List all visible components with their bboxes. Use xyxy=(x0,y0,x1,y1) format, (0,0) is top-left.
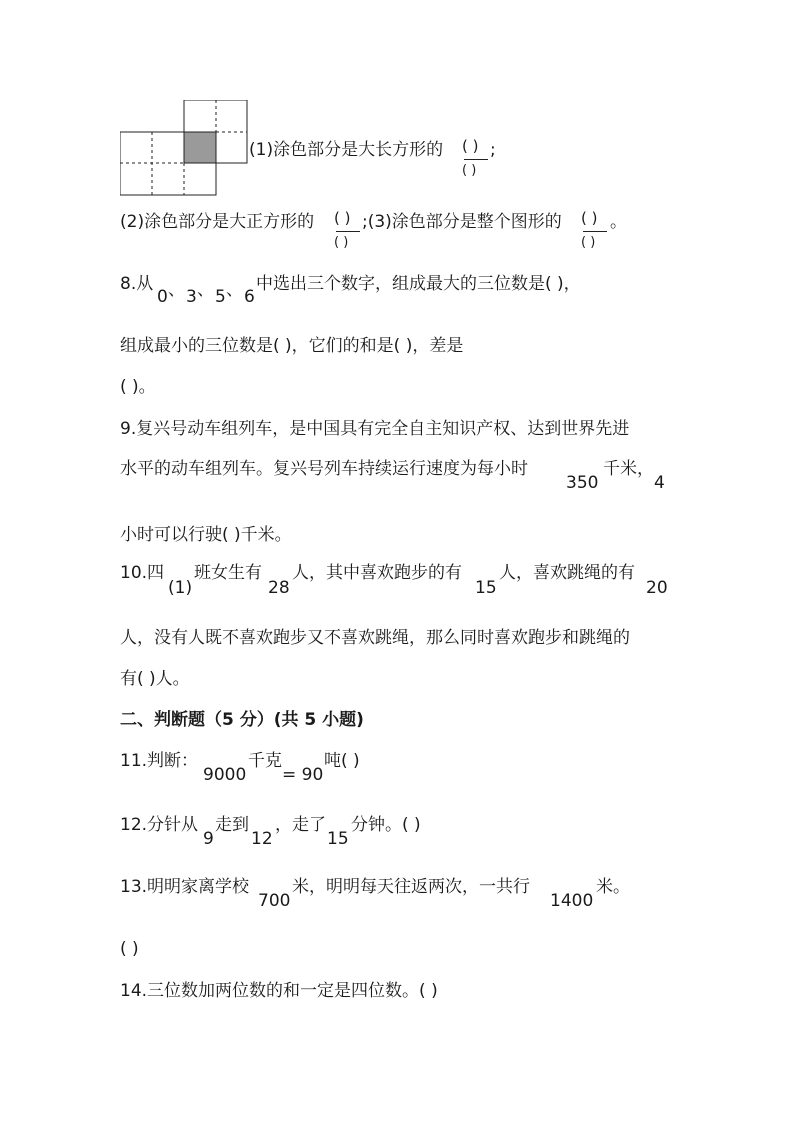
q12-d: 分钟。( ) xyxy=(351,815,421,835)
fraction-bar xyxy=(336,231,360,232)
q12-from: 9 xyxy=(203,829,214,849)
q12-a: 12.分针从 xyxy=(120,815,199,835)
q12-to: 12 xyxy=(251,829,273,849)
q8-sep-1: 、 xyxy=(168,280,185,300)
q8-lead: 8.从 xyxy=(120,274,154,294)
q10-c: 人，其中喜欢跑步的有 xyxy=(292,563,462,583)
q13-b: 米，明明每天往返两次，一共行 xyxy=(292,877,530,897)
q9-line1: 9.复兴号动车组列车，是中国具有完全自主知识产权、达到世界先进 xyxy=(120,419,630,439)
fraction-numerator: ( ) xyxy=(581,209,598,227)
q11-a: 11.判断： xyxy=(120,751,199,771)
q8-digit-2: 5 xyxy=(215,287,226,307)
fraction-numerator: ( ) xyxy=(334,209,351,227)
q10-d: 人，喜欢跳绳的有 xyxy=(499,563,635,583)
fraction-numerator: ( ) xyxy=(462,137,479,155)
q13-dist: 700 xyxy=(258,891,291,911)
fraction-denominator: ( ) xyxy=(462,163,477,178)
q8-digit-3: 6 xyxy=(244,287,255,307)
q11-kg: 9000 xyxy=(203,765,247,785)
q12-b: 走到 xyxy=(215,815,249,835)
q10-line2: 人，没有人既不喜欢跑步又不喜欢跳绳，那么同时喜欢跑步和跳绳的 xyxy=(120,628,630,648)
q12-min: 15 xyxy=(327,829,349,849)
q13-line2: ( ) xyxy=(120,939,139,959)
q8-digit-1: 3 xyxy=(186,287,197,307)
q7-part1: (1)涂色部分是大长方形的 xyxy=(249,140,444,160)
shaded-cell xyxy=(184,132,216,163)
grid-drawing xyxy=(120,100,248,196)
q8-rest: 中选出三个数字，组成最大的三位数是( )， xyxy=(256,274,581,294)
shaded-grid-figure xyxy=(120,100,248,196)
q8-sep-2: 、 xyxy=(197,280,214,300)
q10-run: 15 xyxy=(475,578,497,598)
q7-part1-end: ; xyxy=(490,140,496,160)
q9-line2b: 千米， xyxy=(603,459,654,479)
q13-a: 13.明明家离学校 xyxy=(120,877,250,897)
q7-part3: ;(3)涂色部分是整个图形的 xyxy=(362,212,562,232)
q11-eq: = 90 xyxy=(282,765,324,785)
q11-b: 千克 xyxy=(248,751,282,771)
q14-text: 14.三位数加两位数的和一定是四位数。( ) xyxy=(120,981,438,1001)
q8-digit-0: 0 xyxy=(157,287,168,307)
fraction-denominator: ( ) xyxy=(581,235,596,250)
q10-class: (1) xyxy=(168,578,193,598)
q13-total: 1400 xyxy=(550,891,594,911)
fraction-denominator: ( ) xyxy=(334,235,349,250)
q8-line3: ( )。 xyxy=(120,377,156,397)
q11-c: 吨( ) xyxy=(324,751,360,771)
q10-girls: 28 xyxy=(268,578,290,598)
q10-jump: 20 xyxy=(646,578,668,598)
q9-line2a: 水平的动车组列车。复兴号列车持续运行速度为每小时 xyxy=(120,459,528,479)
q13-c: 米。 xyxy=(596,877,630,897)
q10-b: 班女生有 xyxy=(194,563,262,583)
q12-c: ，走了 xyxy=(275,815,326,835)
fraction-bar xyxy=(583,231,607,232)
q10-line3: 有( )人。 xyxy=(120,669,190,689)
q10-a: 10.四 xyxy=(120,563,165,583)
q8-sep-3: 、 xyxy=(226,280,243,300)
q8-line2: 组成最小的三位数是( )，它们的和是( )，差是 xyxy=(120,336,464,356)
q7-part3-end: 。 xyxy=(610,212,627,232)
q9-line3: 小时可以行驶( )千米。 xyxy=(120,525,292,545)
q9-hours: 4 xyxy=(654,473,665,493)
fraction-bar xyxy=(464,159,488,160)
q7-part2: (2)涂色部分是大正方形的 xyxy=(120,212,315,232)
section-2-heading: 二、判断题（5 分）(共 5 小题) xyxy=(120,710,364,730)
q9-speed: 350 xyxy=(566,473,599,493)
